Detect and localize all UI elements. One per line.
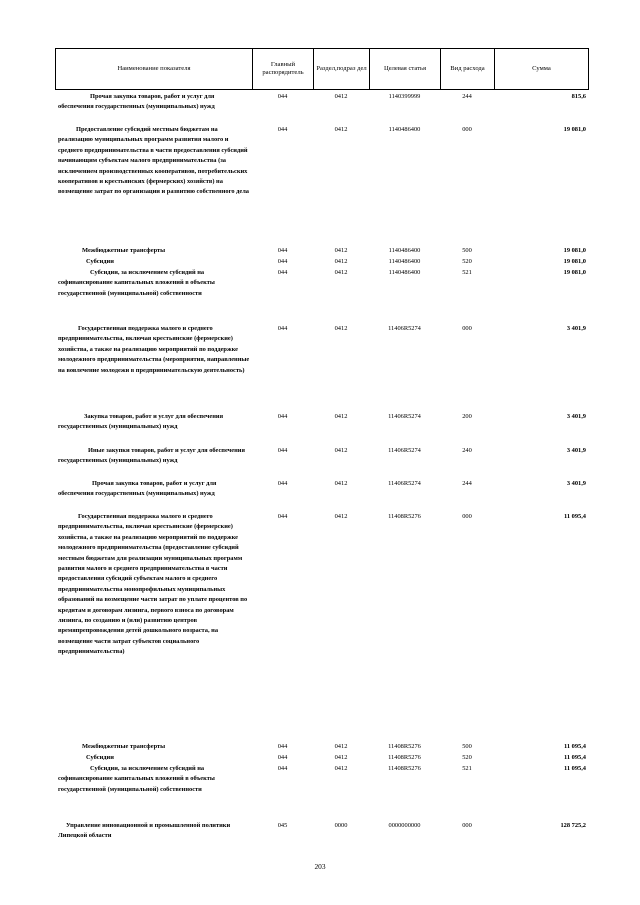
row-sum: 19 081,0 xyxy=(563,126,586,133)
row-exptype: 521 xyxy=(462,765,472,772)
row-target: 11406R5274 xyxy=(388,480,421,487)
row-name: Субсидии xyxy=(86,754,114,761)
row-section: 0412 xyxy=(334,93,348,100)
page-number: 203 xyxy=(314,862,326,871)
row-admin: 044 xyxy=(277,513,288,520)
row-exptype: 244 xyxy=(462,480,472,487)
row-admin: 044 xyxy=(277,325,288,332)
row-exptype: 521 xyxy=(462,269,472,276)
row-admin: 045 xyxy=(277,822,288,829)
row-name: Иные закупки товаров, работ и услуг для обеспечения государственных (муниципальных) нужд xyxy=(58,447,245,465)
row-section: 0412 xyxy=(334,126,348,133)
row-name: Закупка товаров, работ и услуг для обеспечения государственных (муниципальных) нужд xyxy=(58,413,224,431)
row-section: 0412 xyxy=(334,765,348,772)
row-section: 0412 xyxy=(334,325,348,332)
row-sum: 19 081,0 xyxy=(563,247,586,254)
row-sum: 3 401,9 xyxy=(566,447,586,454)
header-sum: Сумма xyxy=(532,64,551,72)
table-header xyxy=(55,48,589,90)
row-section: 0412 xyxy=(334,480,348,487)
row-sum: 11 095,4 xyxy=(563,754,586,761)
row-sum: 11 095,4 xyxy=(563,513,586,520)
row-exptype: 520 xyxy=(462,258,472,265)
header-target: Целевая статья xyxy=(370,49,441,89)
row-section: 0412 xyxy=(334,743,348,750)
row-name: Межбюджетные трансферты xyxy=(82,743,166,750)
row-target: 11408R5276 xyxy=(388,743,421,750)
row-name: Управление инновационной и промышленной политики Липецкой области xyxy=(58,822,231,840)
row-sum: 815,6 xyxy=(571,93,586,100)
row-section: 0412 xyxy=(334,413,348,420)
row-sum: 19 081,0 xyxy=(563,258,586,265)
row-exptype: 520 xyxy=(462,754,472,761)
row-target: 11406R5274 xyxy=(388,413,421,420)
row-exptype: 000 xyxy=(462,126,472,133)
row-name: Государственная поддержка малого и среднего предпринимательства, включая крестьянские (фермерские) хозяйства, а также на реализацию мероприятий по поддержке молодежного предпринимательства (предоставление субсидий местным бюджетам для реализации муниципальных программ развития малого и среднего предпринимательства в части предоставления субсидий субъектам малого и среднего предпринимательства монопрофильных муниципальных образований на возмещение части затрат по уплате процентов по кредитам и договорам лизинга, первого взноса по договорам лизинга, по созданию и (или) развитию центров времяпрепровождения детей дошкольного возраста, на возмещение части затрат субъектов социального предпринимательства) xyxy=(58,513,248,656)
row-target: 0000000000 xyxy=(388,822,421,829)
row-admin: 044 xyxy=(277,413,288,420)
row-sum: 11 095,4 xyxy=(563,765,586,772)
row-section: 0412 xyxy=(334,754,348,761)
header-admin: Главный распорядитель xyxy=(253,49,314,89)
row-target: 11406R5274 xyxy=(388,447,421,454)
row-exptype: 240 xyxy=(462,447,472,454)
row-name: Субсидии, за исключением субсидий на софинансирование капитальных вложений в объекты государственной (муниципальной) собственности xyxy=(58,269,215,297)
row-name: Прочая закупка товаров, работ и услуг для обеспечения государственных (муниципальных) нужд xyxy=(58,93,215,111)
row-admin: 044 xyxy=(277,765,288,772)
row-target: 11408R5276 xyxy=(388,765,421,772)
row-target: 11406R5274 xyxy=(388,325,421,332)
row-section: 0000 xyxy=(334,822,348,829)
row-name: Субсидии, за исключением субсидий на софинансирование капитальных вложений в объекты государственной (муниципальной) собственности xyxy=(58,765,215,793)
row-name: Субсидии xyxy=(86,258,114,265)
row-exptype: 200 xyxy=(462,413,472,420)
row-admin: 044 xyxy=(277,480,288,487)
row-section: 0412 xyxy=(334,513,348,520)
row-admin: 044 xyxy=(277,743,288,750)
row-admin: 044 xyxy=(277,93,288,100)
row-target: 1140486400 xyxy=(388,126,421,133)
row-exptype: 000 xyxy=(462,513,472,520)
row-target: 11408R5276 xyxy=(388,754,421,761)
row-sum: 3 401,9 xyxy=(566,413,586,420)
row-sum: 3 401,9 xyxy=(566,480,586,487)
row-name: Межбюджетные трансферты xyxy=(82,247,166,254)
row-exptype: 500 xyxy=(462,247,472,254)
row-admin: 044 xyxy=(277,126,288,133)
row-exptype: 244 xyxy=(462,93,472,100)
row-name: Государственная поддержка малого и среднего предпринимательства, включая крестьянские (фермерские) хозяйства, а также на реализацию мероприятий по поддержке молодежного предпринимательства (мероприятия, направленные на вовлечение молодежи в предпринимательскую деятельность) xyxy=(58,325,250,374)
row-sum: 11 095,4 xyxy=(563,743,586,750)
row-target: 11408R5276 xyxy=(388,513,421,520)
row-target: 1140486400 xyxy=(388,247,421,254)
row-admin: 044 xyxy=(277,447,288,454)
row-name: Прочая закупка товаров, работ и услуг для обеспечения государственных (муниципальных) нужд xyxy=(58,480,217,498)
row-target: 1140486400 xyxy=(388,258,421,265)
header-section: Раздел,подраз дел xyxy=(314,49,370,89)
row-admin: 044 xyxy=(277,269,288,276)
row-admin: 044 xyxy=(277,247,288,254)
row-target: 1140399999 xyxy=(388,93,421,100)
row-sum: 128 725,2 xyxy=(560,822,586,829)
header-exptype: Вид расхода xyxy=(441,49,495,89)
row-sum: 3 401,9 xyxy=(566,325,586,332)
row-exptype: 000 xyxy=(462,822,472,829)
row-exptype: 000 xyxy=(462,325,472,332)
row-admin: 044 xyxy=(277,258,288,265)
row-section: 0412 xyxy=(334,258,348,265)
header-name: Наименование показателя xyxy=(56,49,253,89)
row-admin: 044 xyxy=(277,754,288,761)
row-section: 0412 xyxy=(334,447,348,454)
row-section: 0412 xyxy=(334,247,348,254)
row-name: Предоставление субсидий местным бюджетам на реализацию муниципальных программ развития малого и среднего предпринимательства в части предоставления субсидий начинающим субъектам малого предпринимательства (за исключением производственных кооперативов, потребительских кооперативов и крестьянских (фермерских) хозяйств) на возмещение затрат по организации и развитию собственного дела xyxy=(58,126,249,196)
row-sum: 19 081,0 xyxy=(563,269,586,276)
row-section: 0412 xyxy=(334,269,348,276)
row-exptype: 500 xyxy=(462,743,472,750)
row-target: 1140486400 xyxy=(388,269,421,276)
